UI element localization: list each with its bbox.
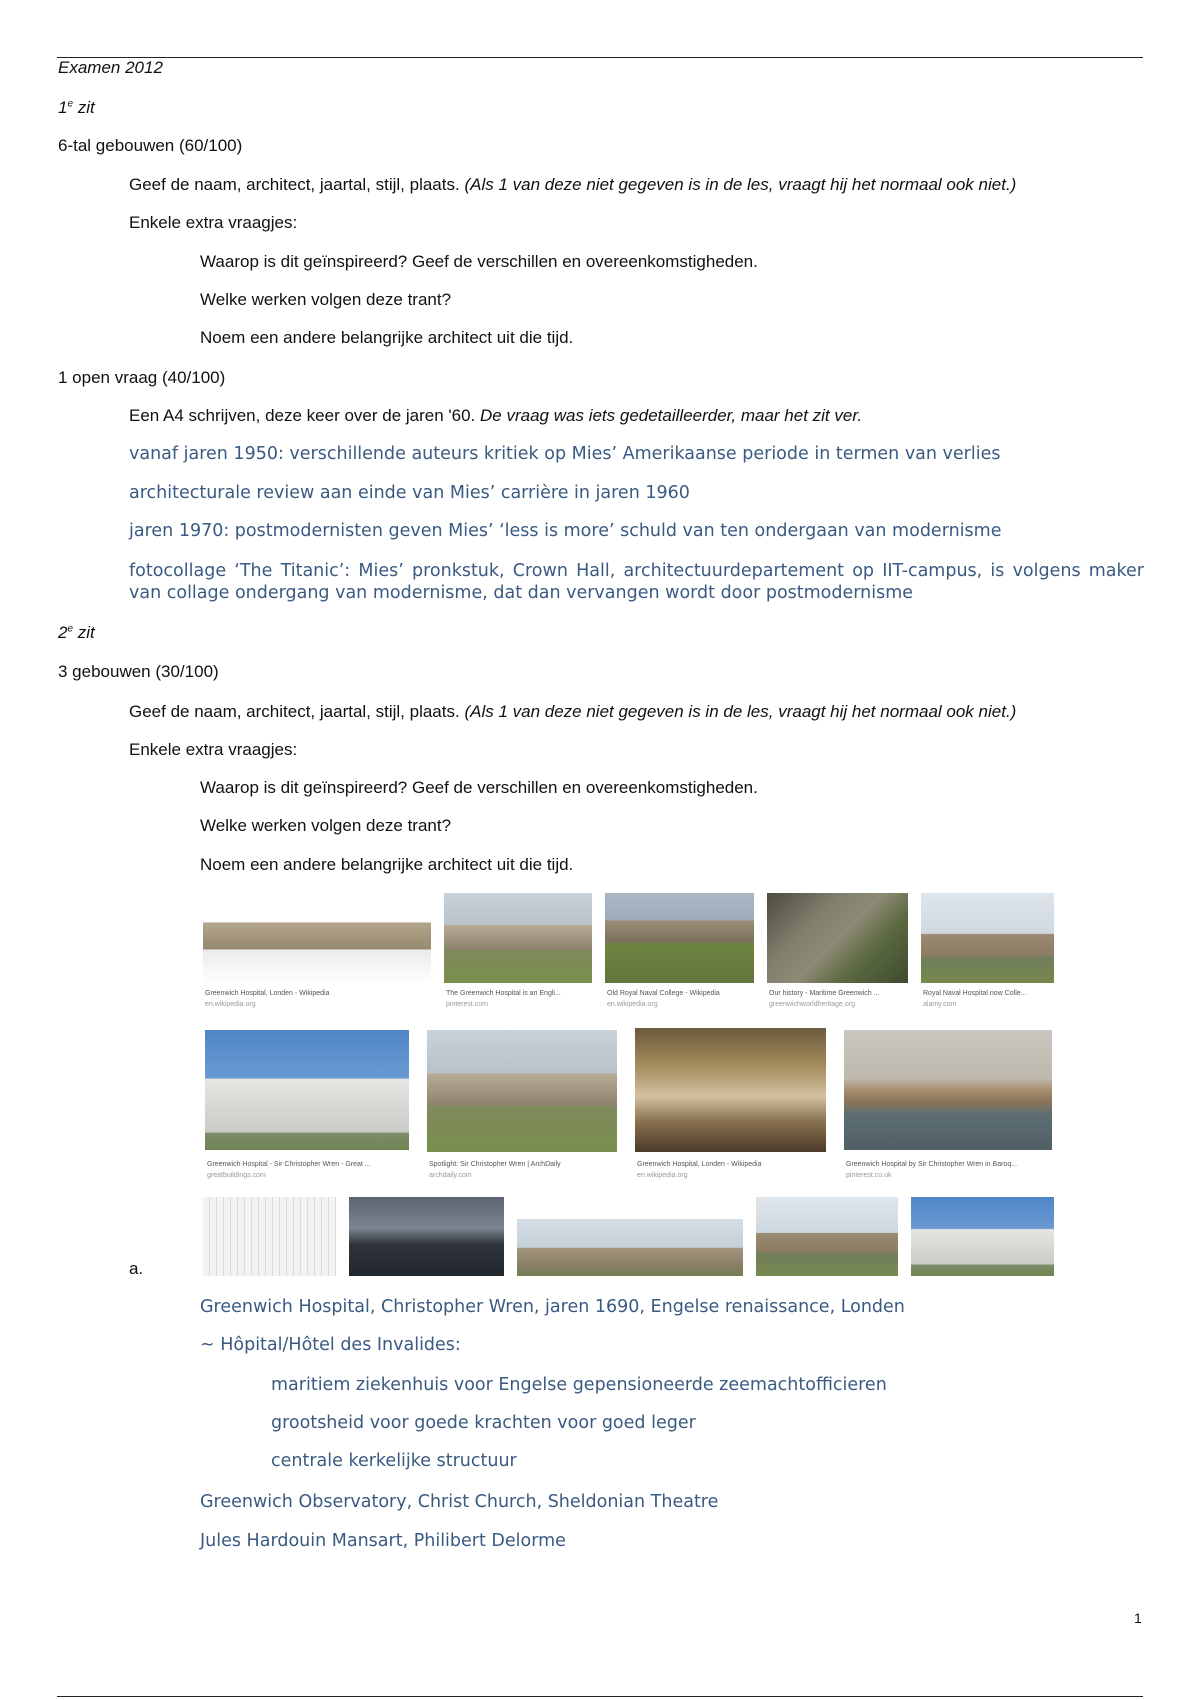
page-number: 1 <box>1134 1610 1142 1626</box>
image-caption: Greenwich Hospital, Londen - Wikipedia en.wikipedia.org <box>637 1161 762 1179</box>
first-instruction: Geef de naam, architect, jaartal, stijl, plaats. (Als 1 van deze niet gegeven is in de les, vraagt hij het normaal ook niet.) <box>129 175 1017 194</box>
open-question-text: Een A4 schrijven, deze keer over de jaren '60. De vraag was iets gedetailleerder, maar het zit ver. <box>129 406 863 425</box>
second-extra-question: Welke werken volgen deze trant? <box>200 816 452 835</box>
building-photo <box>444 893 592 983</box>
answer-point: maritiem ziekenhuis voor Engelse gepensioneerde zeemachtofficieren <box>271 1375 887 1395</box>
building-photo <box>767 893 908 983</box>
image-caption: Greenwich Hospital - Sir Christopher Wren - Great ... greatbuildings.com <box>207 1161 371 1179</box>
second-extra-question: Waarop is dit geïnspireerd? Geef de verschillen en overeenkomstigheden. <box>200 778 758 797</box>
building-photo <box>349 1197 504 1276</box>
first-extra-heading: Enkele extra vraagjes: <box>129 213 298 232</box>
page-header: Examen 2012 <box>58 58 163 77</box>
first-extra-question: Welke werken volgen deze trant? <box>200 290 452 309</box>
second-buildings-heading: 3 gebouwen (30/100) <box>58 662 219 681</box>
answer-main: Greenwich Hospital, Christopher Wren, jaren 1690, Engelse renaissance, Londen <box>200 1297 905 1317</box>
building-photo <box>756 1197 898 1276</box>
second-instruction: Geef de naam, architect, jaartal, stijl, plaats. (Als 1 van deze niet gegeven is in de les, vraagt hij het normaal ook niet.) <box>129 702 1017 721</box>
image-caption: Greenwich Hospital by Sir Christopher Wren in Baroq... pinterest.co.uk <box>846 1161 1018 1179</box>
building-photo <box>517 1219 743 1276</box>
top-rule <box>57 57 1143 58</box>
open-question-heading: 1 open vraag (40/100) <box>58 368 226 387</box>
building-photo <box>203 895 431 985</box>
item-label: a. <box>129 1259 144 1278</box>
open-answer-line: architecturale review aan einde van Mies’ carrière in jaren 1960 <box>129 483 690 503</box>
first-sitting-title: 1e zit <box>58 98 95 117</box>
image-caption: The Greenwich Hospital is an Engli... pinterest.com <box>446 990 561 1008</box>
first-extra-question: Waarop is dit geïnspireerd? Geef de verschillen en overeenkomstigheden. <box>200 252 758 271</box>
second-extra-question: Noem een andere belangrijke architect uit die tijd. <box>200 855 574 874</box>
open-answer-line: jaren 1970: postmodernisten geven Mies’ ‘less is more’ schuld van ten ondergaan van modernisme <box>129 521 1002 541</box>
open-answer-line: vanaf jaren 1950: verschillende auteurs kritiek op Mies’ Amerikaanse periode in termen van verlies <box>129 444 1001 464</box>
first-buildings-heading: 6-tal gebouwen (60/100) <box>58 136 243 155</box>
building-photo <box>605 893 754 983</box>
second-extra-heading: Enkele extra vraagjes: <box>129 740 298 759</box>
building-photo <box>921 893 1054 983</box>
bottom-rule <box>57 1696 1143 1697</box>
image-caption: Old Royal Naval College - Wikipedia en.wikipedia.org <box>607 990 720 1008</box>
building-photo <box>427 1030 617 1152</box>
image-caption: Spotlight: Sir Christopher Wren | ArchDaily archdaily.com <box>429 1161 561 1179</box>
building-photo <box>844 1030 1052 1150</box>
building-photo <box>635 1028 826 1152</box>
building-photo <box>911 1197 1054 1276</box>
building-photo <box>205 1030 409 1150</box>
answer-architects: Jules Hardouin Mansart, Philibert Delorme <box>200 1531 566 1551</box>
second-sitting-title: 2e zit <box>58 623 95 642</box>
answer-point: centrale kerkelijke structuur <box>271 1451 517 1471</box>
image-caption: Our history - Maritime Greenwich ... greenwichworldheritage.org <box>769 990 880 1008</box>
image-caption: Greenwich Hospital, Londen - Wikipedia en.wikipedia.org <box>205 990 330 1008</box>
first-extra-question: Noem een andere belangrijke architect uit die tijd. <box>200 328 574 347</box>
building-photo <box>203 1197 336 1276</box>
image-caption: Royal Naval Hospital now Colle... alamy.com <box>923 990 1027 1008</box>
open-answer-paragraph: fotocollage ‘The Titanic’: Mies’ pronkstuk, Crown Hall, architectuurdepartement op IIT-campus, is volgens maker van collage ondergang van modernisme, dat dan vervangen wordt door postmodernisme <box>129 561 1144 603</box>
answer-point: grootsheid voor goede krachten voor goed leger <box>271 1413 696 1433</box>
answer-inspired: ~ Hôpital/Hôtel des Invalides: <box>200 1335 461 1355</box>
answer-followers: Greenwich Observatory, Christ Church, Sheldonian Theatre <box>200 1492 719 1512</box>
